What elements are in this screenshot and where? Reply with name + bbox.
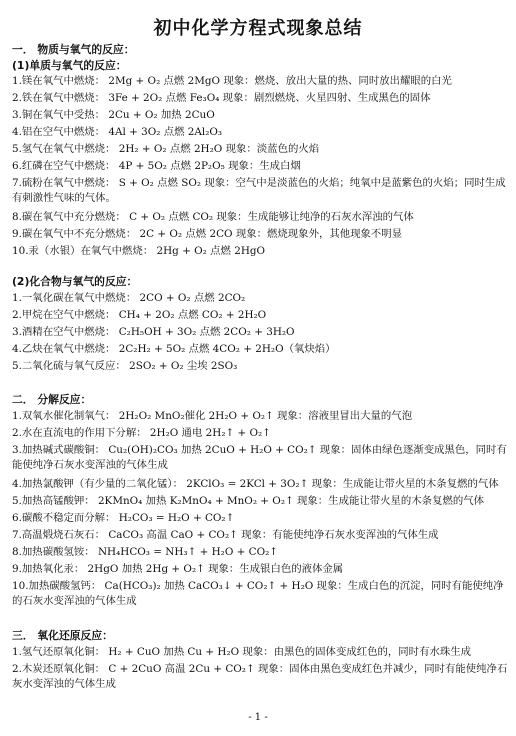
equation-line: 3.加热碱式碳酸铜： Cu₂(OH)₂CO₃ 加热 2CuO + H₂O + CO₂↑ 现象：固体由绿色逐渐变成黑色，同时有能使纯净石灰水变浑浊的气体生成 [12, 444, 507, 471]
equation-line: 1.氢气还原氧化铜： H₂ + CuO 加热 Cu + H₂O 现象：由黑色的固体变成红色的，同时有水珠生成 [12, 646, 472, 658]
equation-line: 1.镁在氧气中燃烧： 2Mg + O₂ 点燃 2MgO 现象：燃烧、放出大量的热、同时放出耀眼的白光 [12, 75, 452, 87]
equation-line: 9.碳在氧气中不充分燃烧： 2C + O₂ 点燃 2CO 现象：燃烧现象外，其他现象不明显 [12, 228, 403, 240]
equation-line: 6.碳酸不稳定而分解： H₂CO₃ = H₂O + CO₂↑ [12, 512, 235, 524]
equation-line: 5.加热高锰酸钾： 2KMnO₄ 加热 K₂MnO₄ + MnO₂ + O₂↑ 现象：生成能让带火星的木条复燃的气体 [12, 495, 485, 507]
equation-line: 3.酒精在空气中燃烧： C₂H₅OH + 3O₂ 点燃 2CO₂ + 3H₂O [12, 326, 295, 338]
equation-line: 6.红磷在空气中燃烧： 4P + 5O₂ 点燃 2P₂O₅ 现象：生成白烟 [12, 160, 301, 172]
equation-line: 4.铝在空气中燃烧： 4Al + 3O₂ 点燃 2Al₂O₃ [12, 126, 223, 138]
subsection-heading-compounds: (2)化合物与氧气的反应： [12, 275, 138, 288]
equation-line: 2.铁在氧气中燃烧： 3Fe + 2O₂ 点燃 Fe₃O₄ 现象：剧烈燃烧、火星四射、生成黑色的固体 [12, 92, 431, 104]
section-heading-oxygen-reactions: 一． 物质与氧气的反应： [12, 43, 135, 56]
equation-line: 10.汞（水银）在氧气中燃烧： 2Hg + O₂ 点燃 2HgO [12, 245, 266, 257]
equation-line: 3.铜在氧气中受热： 2Cu + O₂ 加热 2CuO [12, 109, 215, 121]
equation-line: 2.木炭还原氧化铜： C + 2CuO 高温 2Cu + CO₂↑ 现象：固体由黑色变成红色并减少，同时有能使纯净石灰水变浑浊的气体生成 [12, 663, 508, 690]
equation-line: 5.氢气在氧气中燃烧： 2H₂ + O₂ 点燃 2H₂O 现象：淡蓝色的火焰 [12, 143, 320, 155]
equation-line: 4.加热氯酸钾（有少量的二氧化锰）： 2KClO₃ = 2KCl + 3O₂↑ 现象：生成能让带火星的木条复燃的气体 [12, 478, 499, 490]
subsection-heading-elements: (1)单质与氧气的反应： [12, 59, 127, 72]
section-heading-decomposition: 二． 分解反应： [12, 393, 92, 406]
equation-line: 2.水在直流电的作用下分解： 2H₂O 通电 2H₂↑ + O₂↑ [12, 427, 271, 439]
equation-line: 5.二氧化硫与氧气反应： 2SO₂ + O₂ 尘埃 2SO₃ [12, 360, 238, 372]
equation-line: 1.双氧水催化制氧气： 2H₂O₂ MnO₂催化 2H₂O + O₂↑ 现象：溶液里冒出大量的气泡 [12, 410, 413, 422]
equation-line: 7.硫粉在氧气中燃烧： S + O₂ 点燃 SO₂ 现象：空气中是淡蓝色的火焰；纯氧中是蓝紫色的火焰；同时生成有刺激性气味的气体。 [12, 177, 506, 204]
section-heading-redox: 三． 氧化还原反应： [12, 629, 113, 642]
page-title: 初中化学方程式现象总结 [153, 18, 363, 39]
equation-line: 10.加热碳酸氢钙： Ca(HCO₃)₂ 加热 CaCO₃↓ + CO₂↑ + H₂O 现象：生成白色的沉淀，同时有能使纯净的石灰水变浑浊的气体生成 [12, 580, 504, 607]
equation-line: 8.加热碳酸氢铵： NH₄HCO₃ = NH₃↑ + H₂O + CO₂↑ [12, 546, 279, 558]
equation-line: 7.高温煅烧石灰石： CaCO₃ 高温 CaO + CO₂↑ 现象：有能使纯净石灰水变浑浊的气体生成 [12, 529, 439, 541]
equation-line: 8.碳在氧气中充分燃烧： C + O₂ 点燃 CO₂ 现象：生成能够让纯净的石灰水浑浊的气体 [12, 211, 414, 223]
equation-line: 1.一氧化碳在氧气中燃烧： 2CO + O₂ 点燃 2CO₂ [12, 292, 246, 304]
equation-line: 9.加热氧化汞： 2HgO 加热 2Hg + O₂↑ 现象：生成银白色的液体金属 [12, 563, 344, 575]
equation-line: 2.甲烷在空气中燃烧： CH₄ + 2O₂ 点燃 CO₂ + 2H₂O [12, 309, 267, 321]
equation-line: 4.乙炔在氧气中燃烧： 2C₂H₂ + 5O₂ 点燃 4CO₂ + 2H₂O（氧炔焰） [12, 343, 336, 355]
page-number: - 1 - [248, 712, 268, 723]
